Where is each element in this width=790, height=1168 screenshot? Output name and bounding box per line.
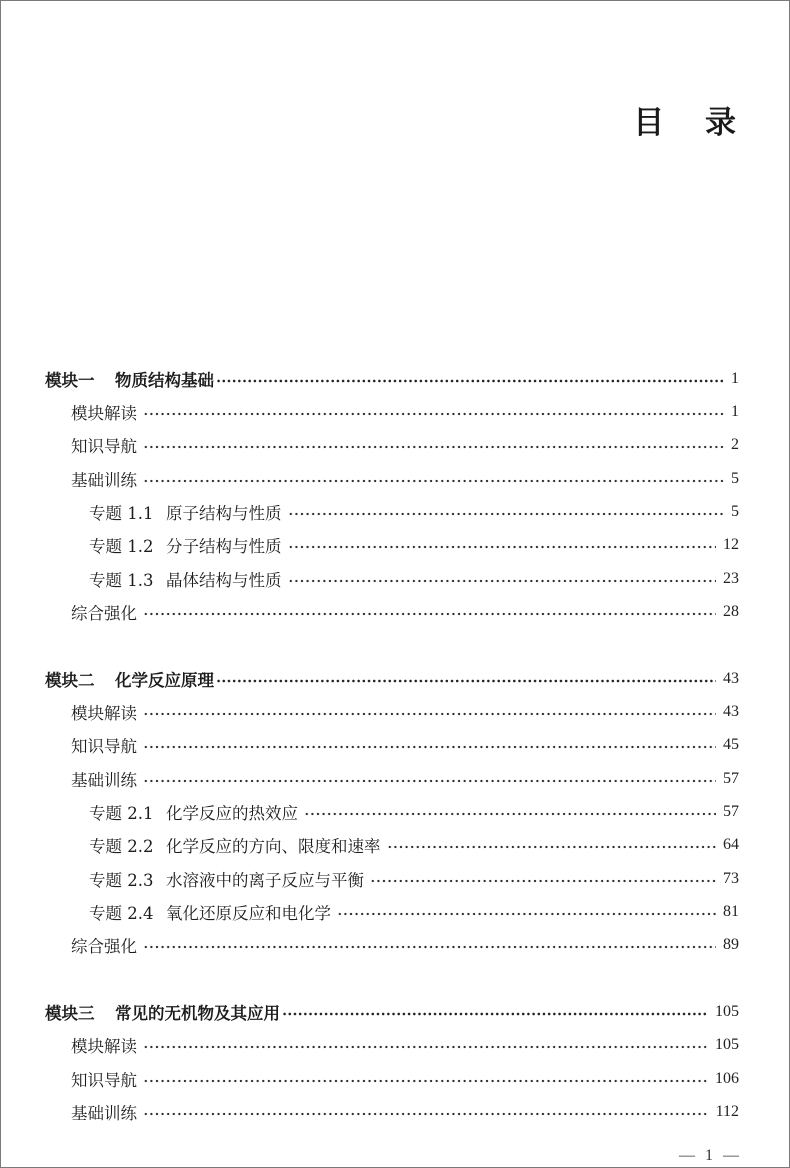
module-label: 模块一: [45, 370, 95, 390]
module-label: 模块三: [45, 1003, 95, 1023]
toc-entry: [45, 395, 739, 428]
toc-topic: [45, 795, 739, 828]
entry-title: 基础训练: [71, 770, 137, 790]
page-number: 73: [723, 869, 739, 887]
topic-title: 化学反应的方向、限度和速率: [166, 837, 381, 857]
dot-leader: [216, 379, 724, 383]
topic-title: 氧化还原反应和电化学: [166, 903, 331, 923]
dot-leader: [143, 612, 716, 616]
dot-leader: [143, 1112, 709, 1116]
dot-leader: [143, 779, 716, 783]
topic-label: 专题 2.2: [89, 837, 154, 857]
page-number: 1: [731, 369, 739, 387]
toc-topic: [45, 562, 739, 595]
toc-module: [45, 362, 739, 629]
toc-entry: [45, 695, 739, 728]
toc-entry: [45, 1062, 739, 1095]
entry-title: 知识导航: [71, 437, 137, 457]
toc-topic: [45, 895, 739, 928]
entry-title: 知识导航: [71, 737, 137, 757]
dot-leader: [143, 745, 716, 749]
dot-leader: [143, 1045, 708, 1049]
entry-title: 基础训练: [71, 470, 137, 490]
dot-leader: [387, 845, 717, 849]
toc-topic: [45, 495, 739, 528]
page-number: 12: [723, 536, 739, 554]
toc-entry: [45, 1095, 739, 1128]
page-number: 89: [723, 936, 739, 954]
dot-leader: [288, 579, 717, 583]
dot-leader: [143, 479, 724, 483]
toc-entry: [45, 929, 739, 962]
page-number: 45: [723, 736, 739, 754]
topic-title: 晶体结构与性质: [166, 570, 282, 590]
entry-title: 模块解读: [71, 703, 137, 723]
toc-entry: [45, 762, 739, 795]
toc-entry: [45, 1029, 739, 1062]
dot-leader: [337, 912, 716, 916]
page-number: 57: [723, 802, 739, 820]
page-number: 28: [723, 602, 739, 620]
topic-label: 专题 1.1: [89, 503, 154, 523]
entry-title: 基础训练: [71, 1103, 137, 1123]
toc-module-heading: [45, 995, 739, 1028]
page-number: 23: [723, 569, 739, 587]
entry-title: 综合强化: [71, 937, 137, 957]
topic-title: 水溶液中的离子反应与平衡: [166, 870, 364, 890]
toc-entry: [45, 729, 739, 762]
page-footer-number: — 1 —: [679, 1147, 739, 1164]
dot-leader: [143, 445, 724, 449]
toc-module: [45, 662, 739, 962]
toc-topic: [45, 529, 739, 562]
page-number: 43: [723, 702, 739, 720]
topic-label: 专题 2.1: [89, 803, 154, 823]
page-number: 105: [715, 1002, 739, 1020]
module-title: 常见的无机物及其应用: [115, 1003, 280, 1023]
toc-module-heading: [45, 662, 739, 695]
table-of-contents: [45, 362, 739, 1129]
page-number: 64: [723, 836, 739, 854]
dot-leader: [143, 712, 716, 716]
page-number: 1: [731, 402, 739, 420]
module-title: 物质结构基础: [115, 370, 214, 390]
toc-entry: [45, 429, 739, 462]
page-number: 2: [731, 436, 739, 454]
page-number: 105: [715, 1036, 739, 1054]
dot-leader: [288, 545, 717, 549]
dot-leader: [216, 679, 716, 683]
dot-leader: [282, 1012, 708, 1016]
dot-leader: [143, 945, 716, 949]
page-title: 目 录: [633, 105, 736, 141]
topic-label: 专题 2.3: [89, 870, 154, 890]
page-number: 5: [731, 502, 739, 520]
entry-title: 模块解读: [71, 403, 137, 423]
toc-topic: [45, 862, 739, 895]
toc-module-heading: [45, 362, 739, 395]
toc-entry: [45, 462, 739, 495]
topic-label: 专题 2.4: [89, 903, 154, 923]
topic-title: 分子结构与性质: [166, 537, 282, 557]
page-number: 57: [723, 769, 739, 787]
dot-leader: [143, 1079, 708, 1083]
topic-label: 专题 1.2: [89, 537, 154, 557]
entry-title: 综合强化: [71, 603, 137, 623]
dot-leader: [288, 512, 725, 516]
dot-leader: [143, 412, 724, 416]
module-label: 模块二: [45, 670, 95, 690]
topic-title: 化学反应的热效应: [166, 803, 298, 823]
page-number: 43: [723, 669, 739, 687]
entry-title: 模块解读: [71, 1037, 137, 1057]
dot-leader: [304, 812, 716, 816]
toc-entry: [45, 595, 739, 628]
module-title: 化学反应原理: [115, 670, 214, 690]
toc-module: [45, 995, 739, 1128]
page-number: 112: [715, 1102, 739, 1120]
page-number: 106: [715, 1069, 739, 1087]
dot-leader: [370, 879, 716, 883]
topic-label: 专题 1.3: [89, 570, 154, 590]
topic-title: 原子结构与性质: [166, 503, 282, 523]
page-number: 81: [723, 902, 739, 920]
page-number: 5: [731, 469, 739, 487]
entry-title: 知识导航: [71, 1070, 137, 1090]
toc-topic: [45, 829, 739, 862]
